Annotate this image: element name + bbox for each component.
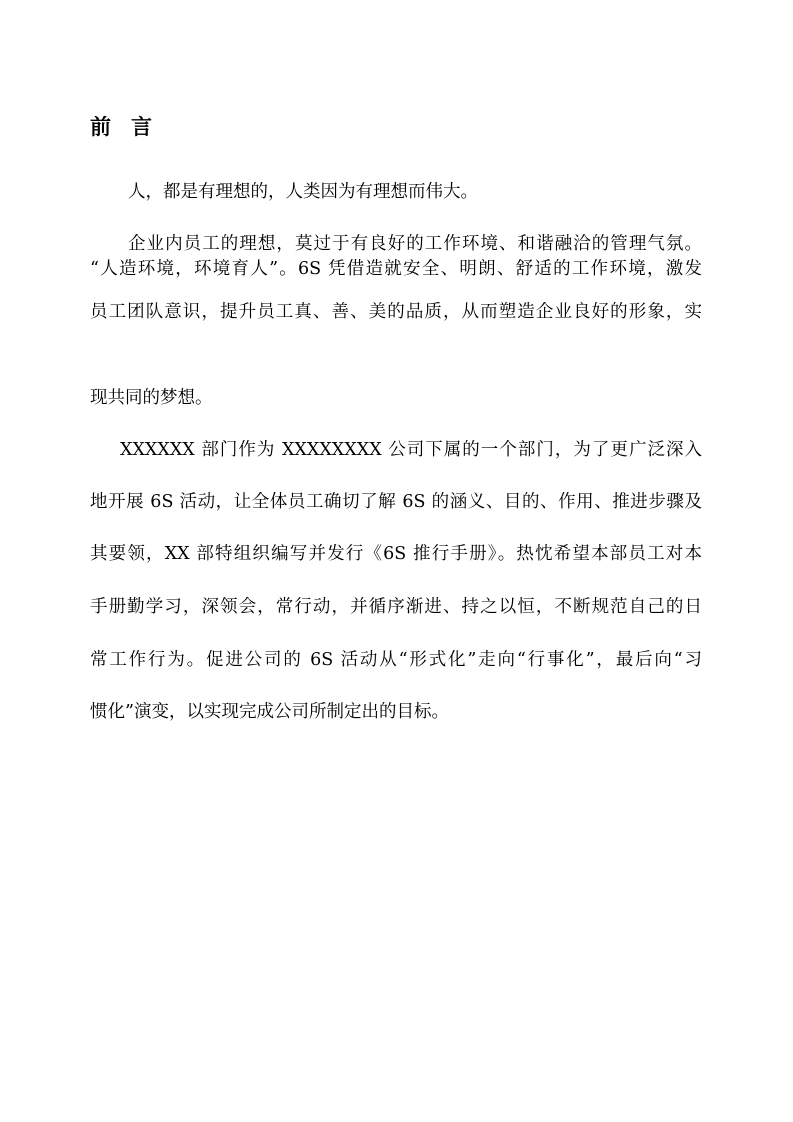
title-char-2: 言 [131, 115, 152, 139]
paragraph-3-line-1: XXXXXX 部门作为 XXXXXXXX 公司下属的一个部门，为了更广泛深入 [120, 440, 702, 460]
paragraph-3-line-6: 惯化”演变，以实现完成公司所制定出的目标。 [90, 702, 449, 722]
title-char-1: 前 [90, 115, 111, 139]
paragraph-2-line-1: 企业内员工的理想，莫过于有良好的工作环境、和谐融洽的管理气氛。 [128, 234, 702, 254]
paragraph-1-line-1: 人，都是有理想的，人类因为有理想而伟大。 [128, 182, 478, 202]
paragraph-3-line-2: 地开展 6S 活动，让全体员工确切了解 6S 的涵义、目的、作用、推进步骤及 [90, 492, 702, 512]
paragraph-2-line-2: “人造环境，环境育人”。6S 凭借造就安全、明朗、舒适的工作环境，激发 [90, 259, 702, 279]
paragraph-2-line-4: 现共同的梦想。 [90, 388, 213, 408]
paragraph-3-line-3: 其要领，XX 部特组织编写并发行《6S 推行手册》。热忱希望本部员工对本 [90, 544, 702, 564]
page-title [90, 113, 152, 141]
paragraph-2-line-3: 员工团队意识，提升员工真、善、美的品质，从而塑造企业良好的形象，实 [90, 302, 702, 322]
paragraph-3-line-5: 常工作行为。促进公司的 6S 活动从“形式化”走向“行事化”，最后向“习 [90, 650, 702, 670]
paragraph-3-line-4: 手册勤学习，深领会，常行动，并循序渐进、持之以恒，不断规范自己的日 [90, 597, 702, 617]
